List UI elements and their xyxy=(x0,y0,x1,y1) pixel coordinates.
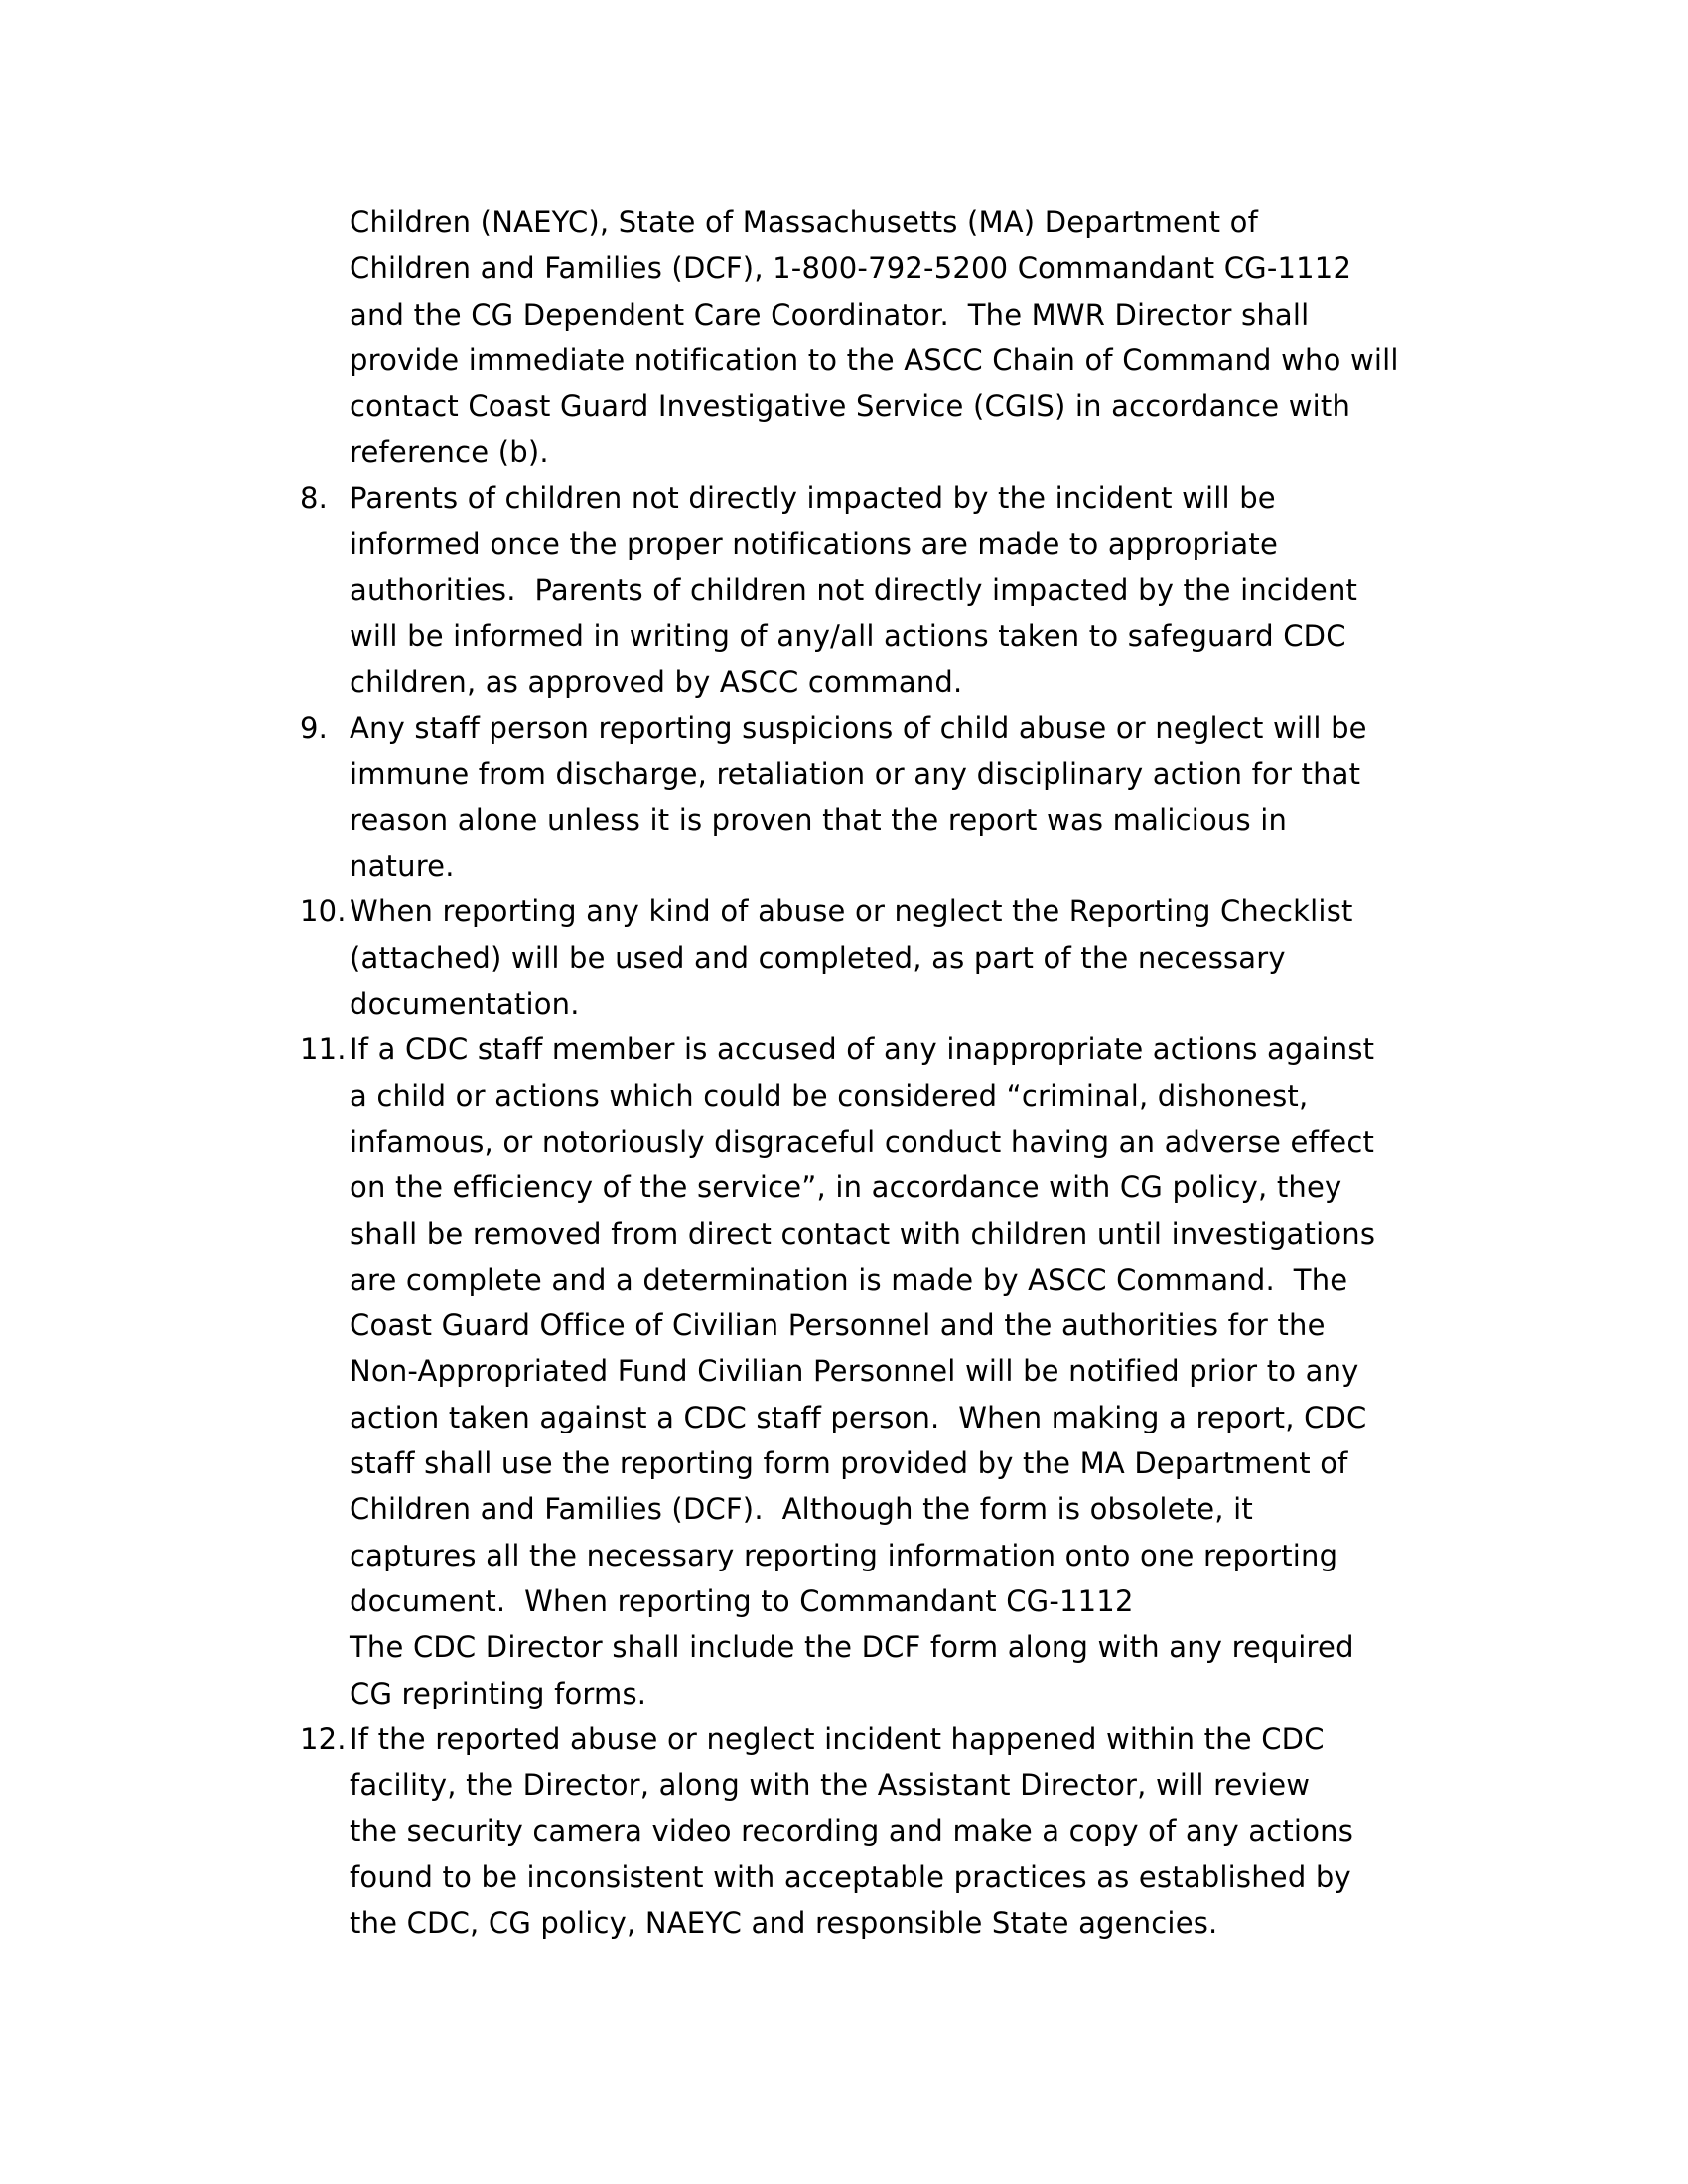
text-line: staff shall use the reporting form provided by the MA Department of xyxy=(350,1446,1348,1481)
text-line: When reporting any kind of abuse or neglect the Reporting Checklist xyxy=(350,894,1353,929)
text-line: reference (b). xyxy=(350,435,549,470)
text-line: documentation. xyxy=(350,987,580,1022)
text-line: the security camera video recording and make a copy of any actions xyxy=(350,1814,1354,1848)
item-number: 12. xyxy=(300,1721,347,1756)
list-item-11 xyxy=(300,1026,1491,1715)
text-line: If a CDC staff member is accused of any inappropriate actions against xyxy=(350,1032,1375,1067)
paragraph-lines xyxy=(350,705,1491,888)
document-body xyxy=(300,200,1491,1946)
text-line: found to be inconsistent with acceptable practices as established by xyxy=(350,1859,1351,1894)
text-line: reason alone unless it is proven that the report was malicious in xyxy=(350,802,1288,837)
text-line: infamous, or notoriously disgraceful conduct having an adverse effect xyxy=(350,1124,1375,1159)
text-line: the CDC, CG policy, NAEYC and responsible State agencies. xyxy=(350,1905,1218,1940)
text-line: Coast Guard Office of Civilian Personnel and the authorities for the xyxy=(350,1308,1326,1343)
list-item-12 xyxy=(300,1716,1491,1946)
list-item-10 xyxy=(300,888,1491,1026)
paragraph-lines xyxy=(350,1716,1491,1946)
text-line: contact Coast Guard Investigative Service (CGIS) in accordance with xyxy=(350,389,1351,424)
text-line: nature. xyxy=(350,849,455,884)
text-line: on the efficiency of the service”, in accordance with CG policy, they xyxy=(350,1170,1342,1205)
text-line: authorities. Parents of children not directly impacted by the incident xyxy=(350,573,1358,608)
text-line: are complete and a determination is made by ASCC Command. The xyxy=(350,1262,1348,1297)
text-line: document. When reporting to Commandant CG-1112 xyxy=(350,1583,1134,1618)
text-line: Parents of children not directly impacted by the incident will be xyxy=(350,480,1276,515)
text-line: will be informed in writing of any/all actions taken to safeguard CDC xyxy=(350,618,1346,653)
continued-paragraph xyxy=(300,200,1491,476)
text-line: immune from discharge, retaliation or any disciplinary action for that xyxy=(350,756,1361,791)
text-line: shall be removed from direct contact with children until investigations xyxy=(350,1216,1376,1251)
text-line: children, as approved by ASCC command. xyxy=(350,664,963,699)
paragraph-lines xyxy=(350,888,1491,1026)
text-line: and the CG Dependent Care Coordinator. The MWR Director shall xyxy=(350,297,1310,332)
text-line: Non-Appropriated Fund Civilian Personnel will be notified prior to any xyxy=(350,1354,1359,1389)
item-number: 8. xyxy=(300,480,329,515)
text-line: The CDC Director shall include the DCF form along with any required xyxy=(350,1630,1354,1665)
text-line: Children and Families (DCF), 1-800-792-5200 Commandant CG-1112 xyxy=(350,251,1352,286)
text-line: a child or actions which could be considered “criminal, dishonest, xyxy=(350,1078,1309,1113)
text-line: (attached) will be used and completed, as part of the necessary xyxy=(350,940,1286,975)
list-item-9 xyxy=(300,705,1491,888)
paragraph-lines xyxy=(350,200,1491,476)
paragraph-lines xyxy=(350,1026,1491,1715)
item-number: 10. xyxy=(300,894,347,929)
text-line: facility, the Director, along with the Assistant Director, will review xyxy=(350,1768,1311,1803)
list-item-8 xyxy=(300,476,1491,705)
text-line: Children (NAEYC), State of Massachusetts (MA) Department of xyxy=(350,205,1258,239)
text-line: Any staff person reporting suspicions of child abuse or neglect will be xyxy=(350,711,1367,746)
text-line: Children and Families (DCF). Although the form is obsolete, it xyxy=(350,1492,1253,1527)
text-line: provide immediate notification to the ASCC Chain of Command who will xyxy=(350,342,1399,377)
text-line: informed once the proper notifications are made to appropriate xyxy=(350,527,1279,562)
text-line: If the reported abuse or neglect incident happened within the CDC xyxy=(350,1721,1325,1756)
item-number: 11. xyxy=(300,1032,347,1067)
text-line: captures all the necessary reporting information onto one reporting xyxy=(350,1538,1338,1572)
text-line: action taken against a CDC staff person. When making a report, CDC xyxy=(350,1400,1367,1434)
item-number: 9. xyxy=(300,711,329,746)
paragraph-lines xyxy=(350,476,1491,705)
text-line: CG reprinting forms. xyxy=(350,1676,647,1710)
